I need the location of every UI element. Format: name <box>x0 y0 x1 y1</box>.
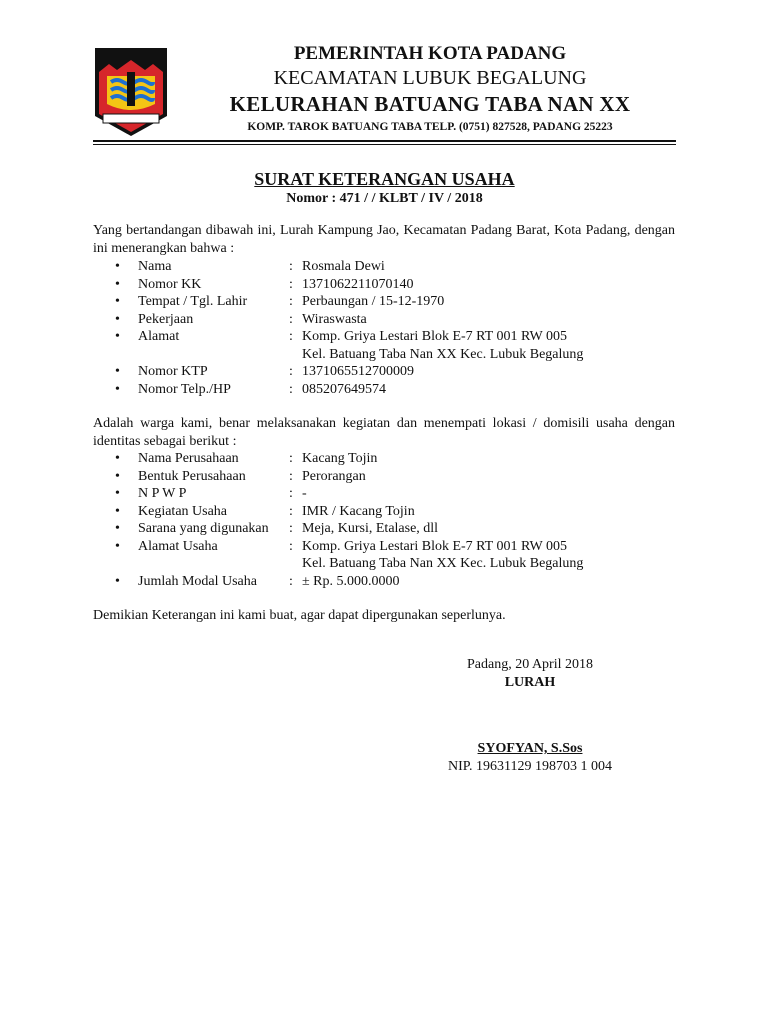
field-label: N P W P <box>138 486 187 501</box>
business-row <box>93 468 675 486</box>
person-row <box>93 363 675 381</box>
business-row <box>93 450 675 468</box>
person-row <box>93 258 675 276</box>
business-row <box>93 503 675 521</box>
colon-separator: : <box>289 294 293 309</box>
person-details-list <box>93 258 675 398</box>
field-label: Bentuk Perusahaan <box>138 468 246 484</box>
person-row <box>93 381 675 399</box>
field-label: Nomor KTP <box>138 364 208 379</box>
field-value: - <box>302 486 307 501</box>
signer-name: SYOFYAN, S.Sos <box>477 741 583 756</box>
person-row <box>93 276 675 294</box>
signer-nip: NIP. 19631129 198703 1 004 <box>448 759 612 774</box>
colon-separator: : <box>289 276 293 292</box>
place-date: Padang, 20 April 2018 <box>467 657 593 672</box>
government-line: PEMERINTAH KOTA PADANG <box>293 43 567 64</box>
colon-separator: : <box>289 364 293 379</box>
field-label: Kegiatan Usaha <box>138 503 228 519</box>
person-row <box>93 293 675 311</box>
field-value: Komp. Griya Lestari Blok E-7 RT 001 RW 005 <box>302 538 568 554</box>
field-value: Kacang Tojin <box>302 451 378 466</box>
bullet-icon: • <box>115 276 120 292</box>
field-label: Alamat <box>138 329 180 344</box>
letter-title-block <box>93 168 676 208</box>
colon-separator: : <box>289 451 293 466</box>
person-row <box>93 328 675 363</box>
field-value: Perbaungan / 15-12-1970 <box>302 294 445 309</box>
colon-separator: : <box>289 381 293 397</box>
field-label: Pekerjaan <box>138 311 194 327</box>
bullet-icon: • <box>115 381 120 397</box>
signer-position: LURAH <box>504 675 556 690</box>
field-value: IMR / Kacang Tojin <box>302 503 415 519</box>
business-row <box>93 538 675 573</box>
colon-separator: : <box>289 503 293 519</box>
field-value: 085207649574 <box>302 381 386 397</box>
letter-number: Nomor : 471 / / KLBT / IV / 2018 <box>286 191 483 206</box>
field-label: Nomor Telp./HP <box>138 381 231 397</box>
field-value: Meja, Kursi, Etalase, dll <box>302 521 439 536</box>
field-value: Rosmala Dewi <box>302 259 385 274</box>
colon-separator: : <box>289 259 293 274</box>
field-value: Perorangan <box>302 468 366 484</box>
bullet-icon: • <box>115 573 120 589</box>
colon-separator: : <box>289 538 293 554</box>
business-row <box>93 573 675 591</box>
colon-separator: : <box>289 573 293 589</box>
field-value: ± Rp. 5.000.0000 <box>302 573 400 589</box>
letter-title: SURAT KETERANGAN USAHA <box>254 169 515 189</box>
bullet-icon: • <box>115 468 120 484</box>
letterhead-divider-thin <box>93 144 676 145</box>
business-row <box>93 485 675 503</box>
closing-paragraph: Demikian Keterangan ini kami buat, agar dapat dipergunakan seperlunya. <box>93 608 506 623</box>
middle-paragraph: Adalah warga kami, benar melaksanakan kegiatan dan menempati lokasi / domisili usaha dengan identitas sebagai berikut : <box>93 416 675 449</box>
business-details-list <box>93 450 675 590</box>
letterhead-divider <box>93 140 676 142</box>
colon-separator: : <box>289 486 293 501</box>
field-value-continued: Kel. Batuang Taba Nan XX Kec. Lubuk Begalung <box>302 346 584 362</box>
office-address: KOMP. TAROK BATUANG TABA TELP. (0751) 827528, PADANG 25223 <box>247 121 613 133</box>
bullet-icon: • <box>115 486 120 501</box>
bullet-icon: • <box>115 451 120 466</box>
field-label: Alamat Usaha <box>138 538 218 554</box>
field-label: Jumlah Modal Usaha <box>138 573 257 589</box>
person-row <box>93 311 675 329</box>
colon-separator: : <box>289 329 293 344</box>
colon-separator: : <box>289 311 293 327</box>
business-row <box>93 520 675 538</box>
intro-paragraph: Yang bertandangan dibawah ini, Lurah Kampung Jao, Kecamatan Padang Barat, Kota Padang, dengan ini menerangkan bahwa : <box>93 223 675 256</box>
district-line: KECAMATAN LUBUK BEGALUNG <box>273 67 587 89</box>
field-value: Komp. Griya Lestari Blok E-7 RT 001 RW 005 <box>302 329 568 344</box>
colon-separator: : <box>289 521 293 536</box>
bullet-icon: • <box>115 521 120 536</box>
bullet-icon: • <box>115 311 120 327</box>
bullet-icon: • <box>115 294 120 309</box>
field-label: Sarana yang digunakan <box>138 521 269 536</box>
field-label: Tempat / Tgl. Lahir <box>138 294 248 309</box>
field-value-continued: Kel. Batuang Taba Nan XX Kec. Lubuk Begalung <box>302 556 584 571</box>
field-label: Nama Perusahaan <box>138 451 239 466</box>
field-value: 1371065512700009 <box>302 364 414 379</box>
bullet-icon: • <box>115 538 120 554</box>
city-emblem-logo <box>93 46 169 138</box>
bullet-icon: • <box>115 503 120 519</box>
letterhead <box>180 42 680 136</box>
colon-separator: : <box>289 468 293 484</box>
field-label: Nama <box>138 259 172 274</box>
subdistrict-line: KELURAHAN BATUANG TABA NAN XX <box>229 92 631 116</box>
field-label: Nomor KK <box>138 276 202 292</box>
field-value: 1371062211070140 <box>302 276 414 292</box>
field-value: Wiraswasta <box>302 311 367 327</box>
bullet-icon: • <box>115 259 120 274</box>
bullet-icon: • <box>115 364 120 379</box>
bullet-icon: • <box>115 329 120 344</box>
